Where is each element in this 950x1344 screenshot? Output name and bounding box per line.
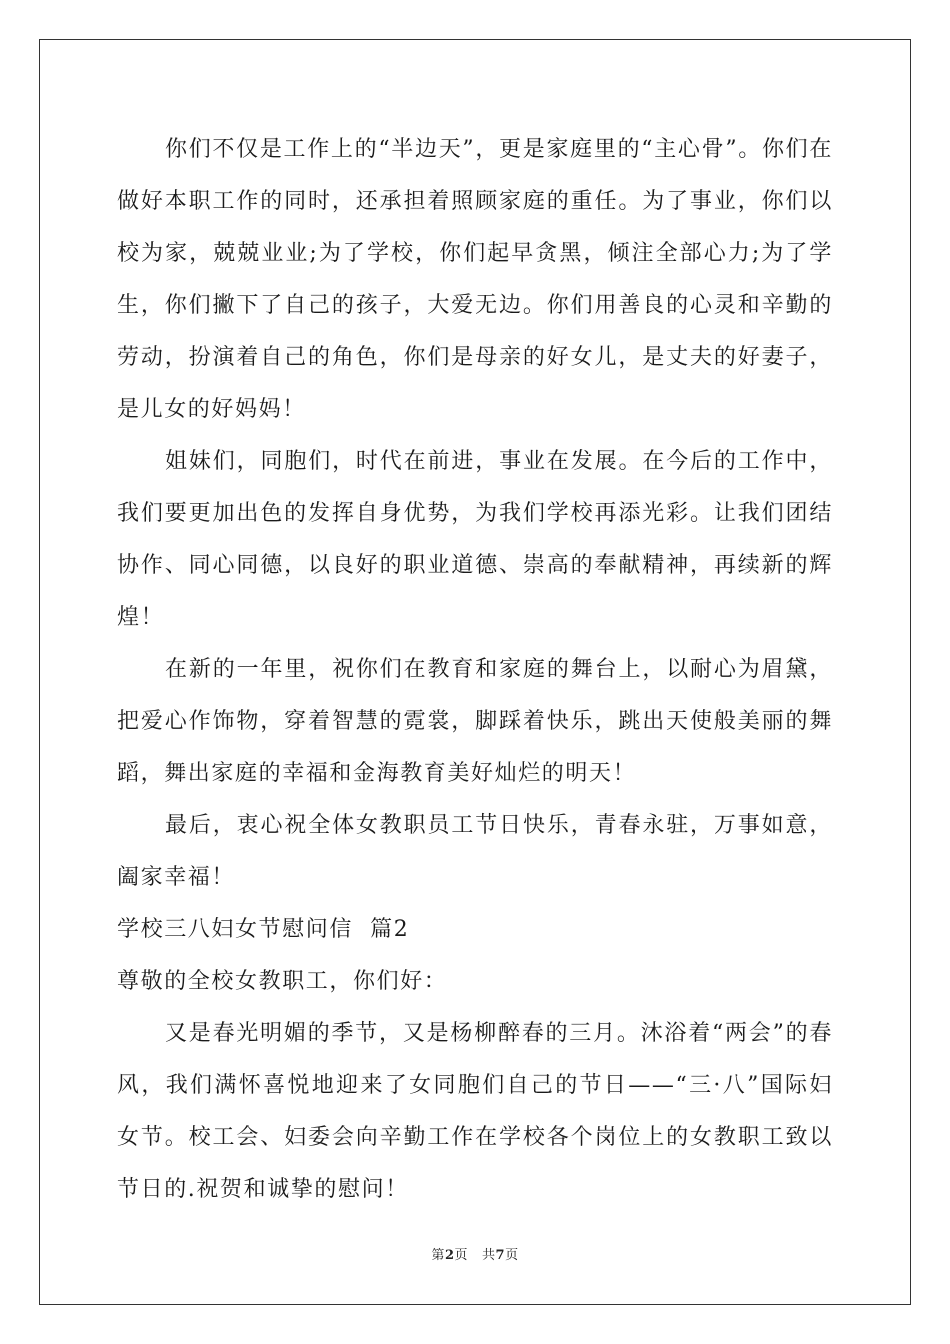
paragraph: 最后，衷心祝全体女教职员工节日快乐，青春永驻，万事如意，阖家幸福！ xyxy=(117,813,833,890)
paragraph: 又是春光明媚的季节，又是杨柳醉春的三月。沐浴着“两会”的春风，我们满怀喜悦地迎来了女同胞们自己的节日——“三·八”国际妇女节。校工会、妇委会向辛勤工作在学校各个岗位上的女教职工致以节日的.祝贺和诚挚的慰问！ xyxy=(117,1021,833,1202)
document-body xyxy=(117,124,833,1216)
section-heading: 学校三八妇女节慰问信 篇2 xyxy=(117,917,410,942)
footer-prefix: 第 xyxy=(431,1248,445,1263)
page-footer xyxy=(0,1244,950,1263)
footer-total-prefix: 共 xyxy=(482,1248,496,1263)
paragraph: 你们不仅是工作上的“半边天”，更是家庭里的“主心骨”。你们在做好本职工作的同时，还承担着照顾家庭的重任。为了事业，你们以校为家，兢兢业业;为了学校，你们起早贪黑，倾注全部心力;为了学生，你们撇下了自己的孩子，大爱无边。你们用善良的心灵和辛勤的劳动，扮演着自己的角色，你们是母亲的好女儿，是丈夫的好妻子，是儿女的好妈妈！ xyxy=(117,137,833,422)
footer-total-suffix: 页 xyxy=(505,1248,519,1263)
current-page-number: 2 xyxy=(444,1248,455,1263)
total-page-count: 7 xyxy=(495,1248,506,1263)
paragraph: 姐妹们，同胞们，时代在前进，事业在发展。在今后的工作中，我们要更加出色的发挥自身优势，为我们学校再添光彩。让我们团结协作、同心同德，以良好的职业道德、崇高的奉献精神，再续新的辉煌！ xyxy=(117,449,833,630)
paragraph: 在新的一年里，祝你们在教育和家庭的舞台上，以耐心为眉黛，把爱心作饰物，穿着智慧的霓裳，脚踩着快乐，跳出天使般美丽的舞蹈，舞出家庭的幸福和金海教育美好灿烂的明天！ xyxy=(117,657,833,786)
salutation: 尊敬的全校女教职工，你们好： xyxy=(117,969,448,994)
footer-page-suffix: 页 xyxy=(454,1248,468,1263)
